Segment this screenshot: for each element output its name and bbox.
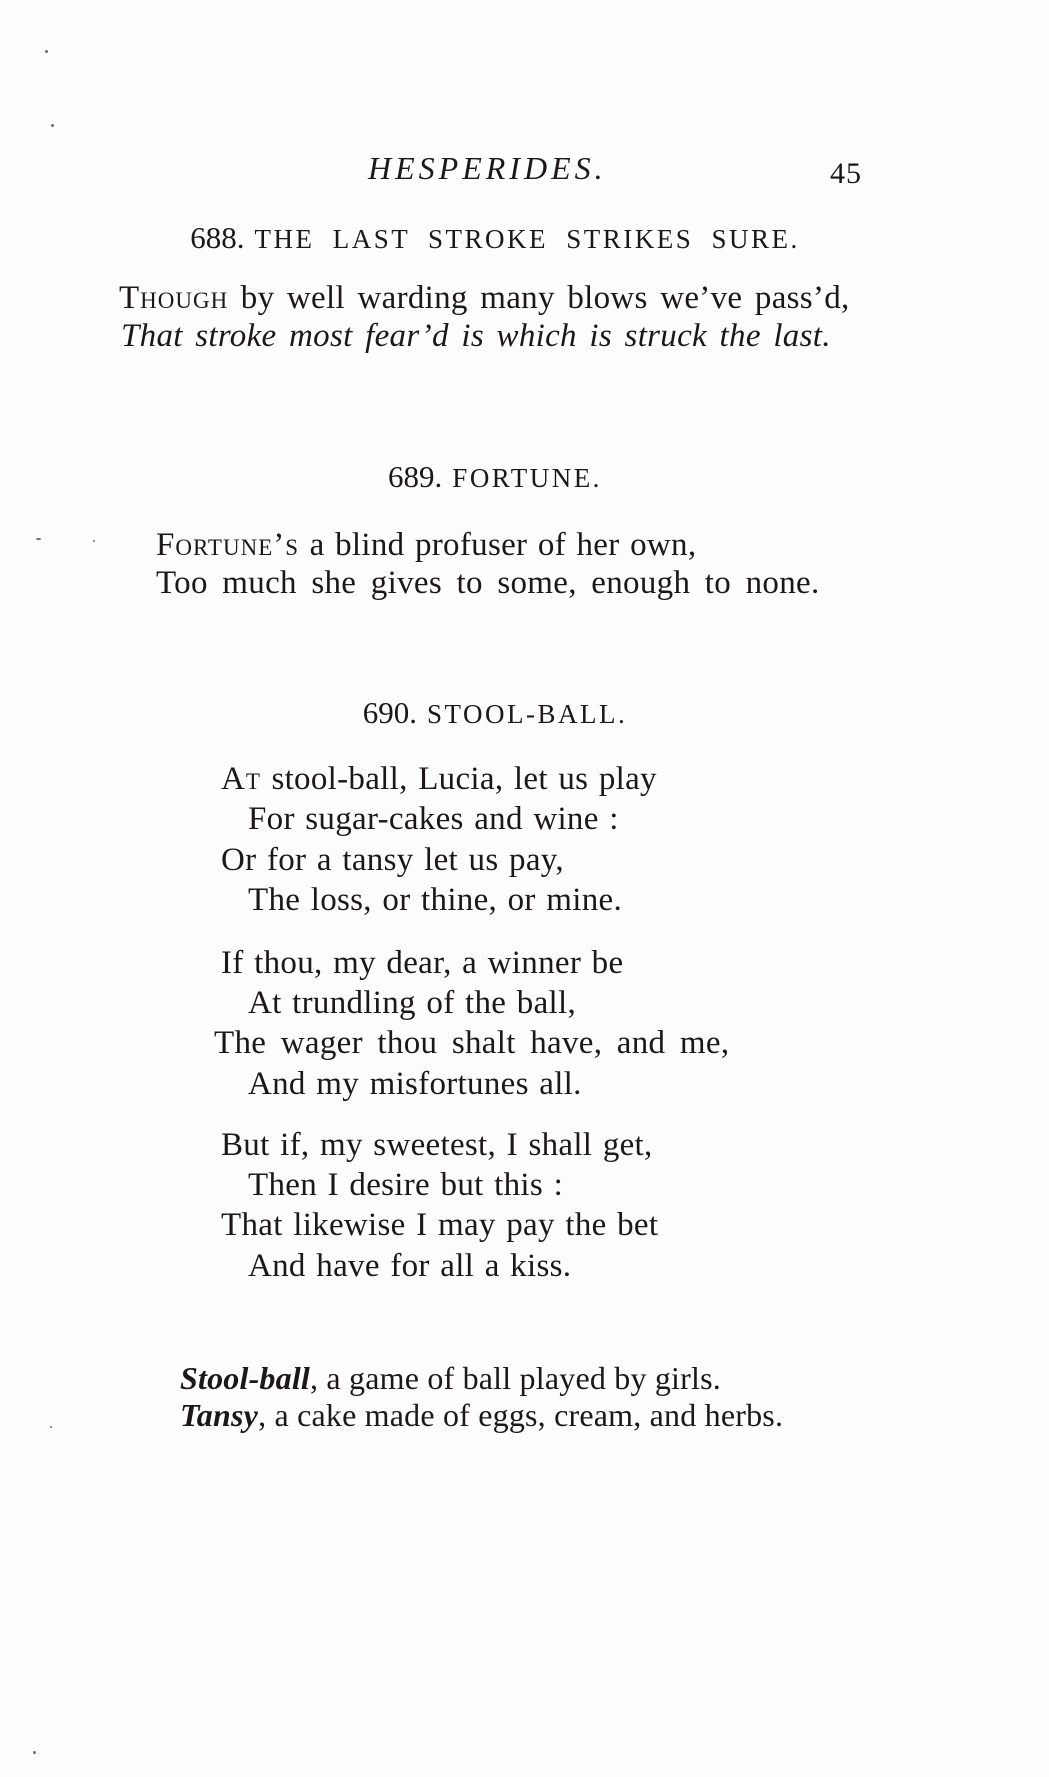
poem-688-line-2 [121, 316, 831, 356]
poem-690-line-6 [248, 983, 576, 1023]
poem-689-line-2 [156, 563, 820, 603]
poem-688-title: THE LAST STROKE STRIKES SURE. [254, 224, 800, 254]
poem-688-heading [60, 219, 930, 263]
footnote-tansy [180, 1395, 783, 1435]
poem-689-line-1-text: a blind profuser of her own, [299, 527, 697, 563]
poem-690-line-11 [221, 1205, 658, 1245]
page-number: 45 [830, 157, 862, 190]
poem-690-line-4 [248, 880, 622, 920]
poem-688-number: 688. [190, 220, 245, 255]
poem-688-line-2-text: That stroke most fear’d is which is struck the last. [121, 318, 831, 354]
scan-speck [93, 540, 95, 542]
poem-690-heading [60, 694, 930, 738]
poem-690-number: 690. [362, 695, 417, 730]
poem-690-line-8-text: And my misfortunes all. [248, 1066, 582, 1102]
scan-speck [36, 538, 41, 540]
poem-688-line-1 [119, 278, 850, 318]
poem-689-line-2-text: Too much she gives to some, enough to none. [156, 565, 820, 601]
poem-689-heading [60, 458, 930, 502]
poem-690-line-2-text: For sugar-cakes and wine : [248, 801, 619, 837]
poem-690-line-7-text: The wager thou shalt have, and me, [214, 1025, 730, 1061]
poem-690-line-11-text: That likewise I may pay the bet [221, 1207, 659, 1243]
poem-690-title: STOOL-BALL. [427, 699, 628, 729]
poem-690-line-3 [221, 840, 564, 880]
poem-690-line-7 [214, 1023, 729, 1063]
footnote-stool-ball [180, 1358, 721, 1398]
poem-690-line-10-text: Then I desire but this : [248, 1167, 564, 1203]
poem-690-line-12-text: And have for all a kiss. [248, 1248, 572, 1284]
poem-688-line-1-lead: Though [119, 280, 229, 316]
poem-689-line-1 [156, 525, 696, 565]
poem-690-line-1 [221, 759, 657, 799]
scan-speck [33, 1751, 36, 1754]
poem-690-line-12 [248, 1246, 571, 1286]
poem-690-line-5 [221, 943, 623, 983]
poem-690-line-2 [248, 799, 619, 839]
footnote-stool-ball-term: Stool-ball [180, 1360, 311, 1396]
footnote-stool-ball-text: , a game of ball played by girls. [310, 1360, 721, 1396]
poem-690-line-3-text: Or for a tansy let us pay, [221, 842, 564, 878]
poem-690-line-6-text: At trundling of the ball, [248, 985, 577, 1021]
poem-689-line-1-lead: Fortune’s [156, 527, 300, 563]
poem-689-number: 689. [388, 459, 443, 494]
poem-690-line-9-text: But if, my sweetest, I shall get, [221, 1127, 653, 1163]
poem-690-line-9 [221, 1125, 653, 1165]
running-title: HESPERIDES. [368, 150, 607, 186]
poem-690-line-1-text: stool-ball, Lucia, let us play [260, 761, 657, 797]
poem-690-line-1-lead: At [221, 761, 261, 797]
scan-speck [51, 124, 54, 127]
scan-speck [50, 1426, 52, 1428]
poem-689-title: FORTUNE. [452, 463, 602, 493]
poem-690-line-5-text: If thou, my dear, a winner be [221, 945, 624, 981]
footnote-tansy-text: , a cake made of eggs, cream, and herbs. [258, 1397, 784, 1433]
scan-speck [45, 50, 48, 53]
footnote-tansy-term: Tansy [180, 1397, 259, 1433]
poem-690-line-4-text: The loss, or thine, or mine. [248, 882, 623, 918]
poem-688-line-1-text: by well warding many blows we’ve pass’d, [228, 280, 850, 316]
poem-690-line-10 [248, 1165, 563, 1205]
poem-690-line-8 [248, 1064, 582, 1104]
